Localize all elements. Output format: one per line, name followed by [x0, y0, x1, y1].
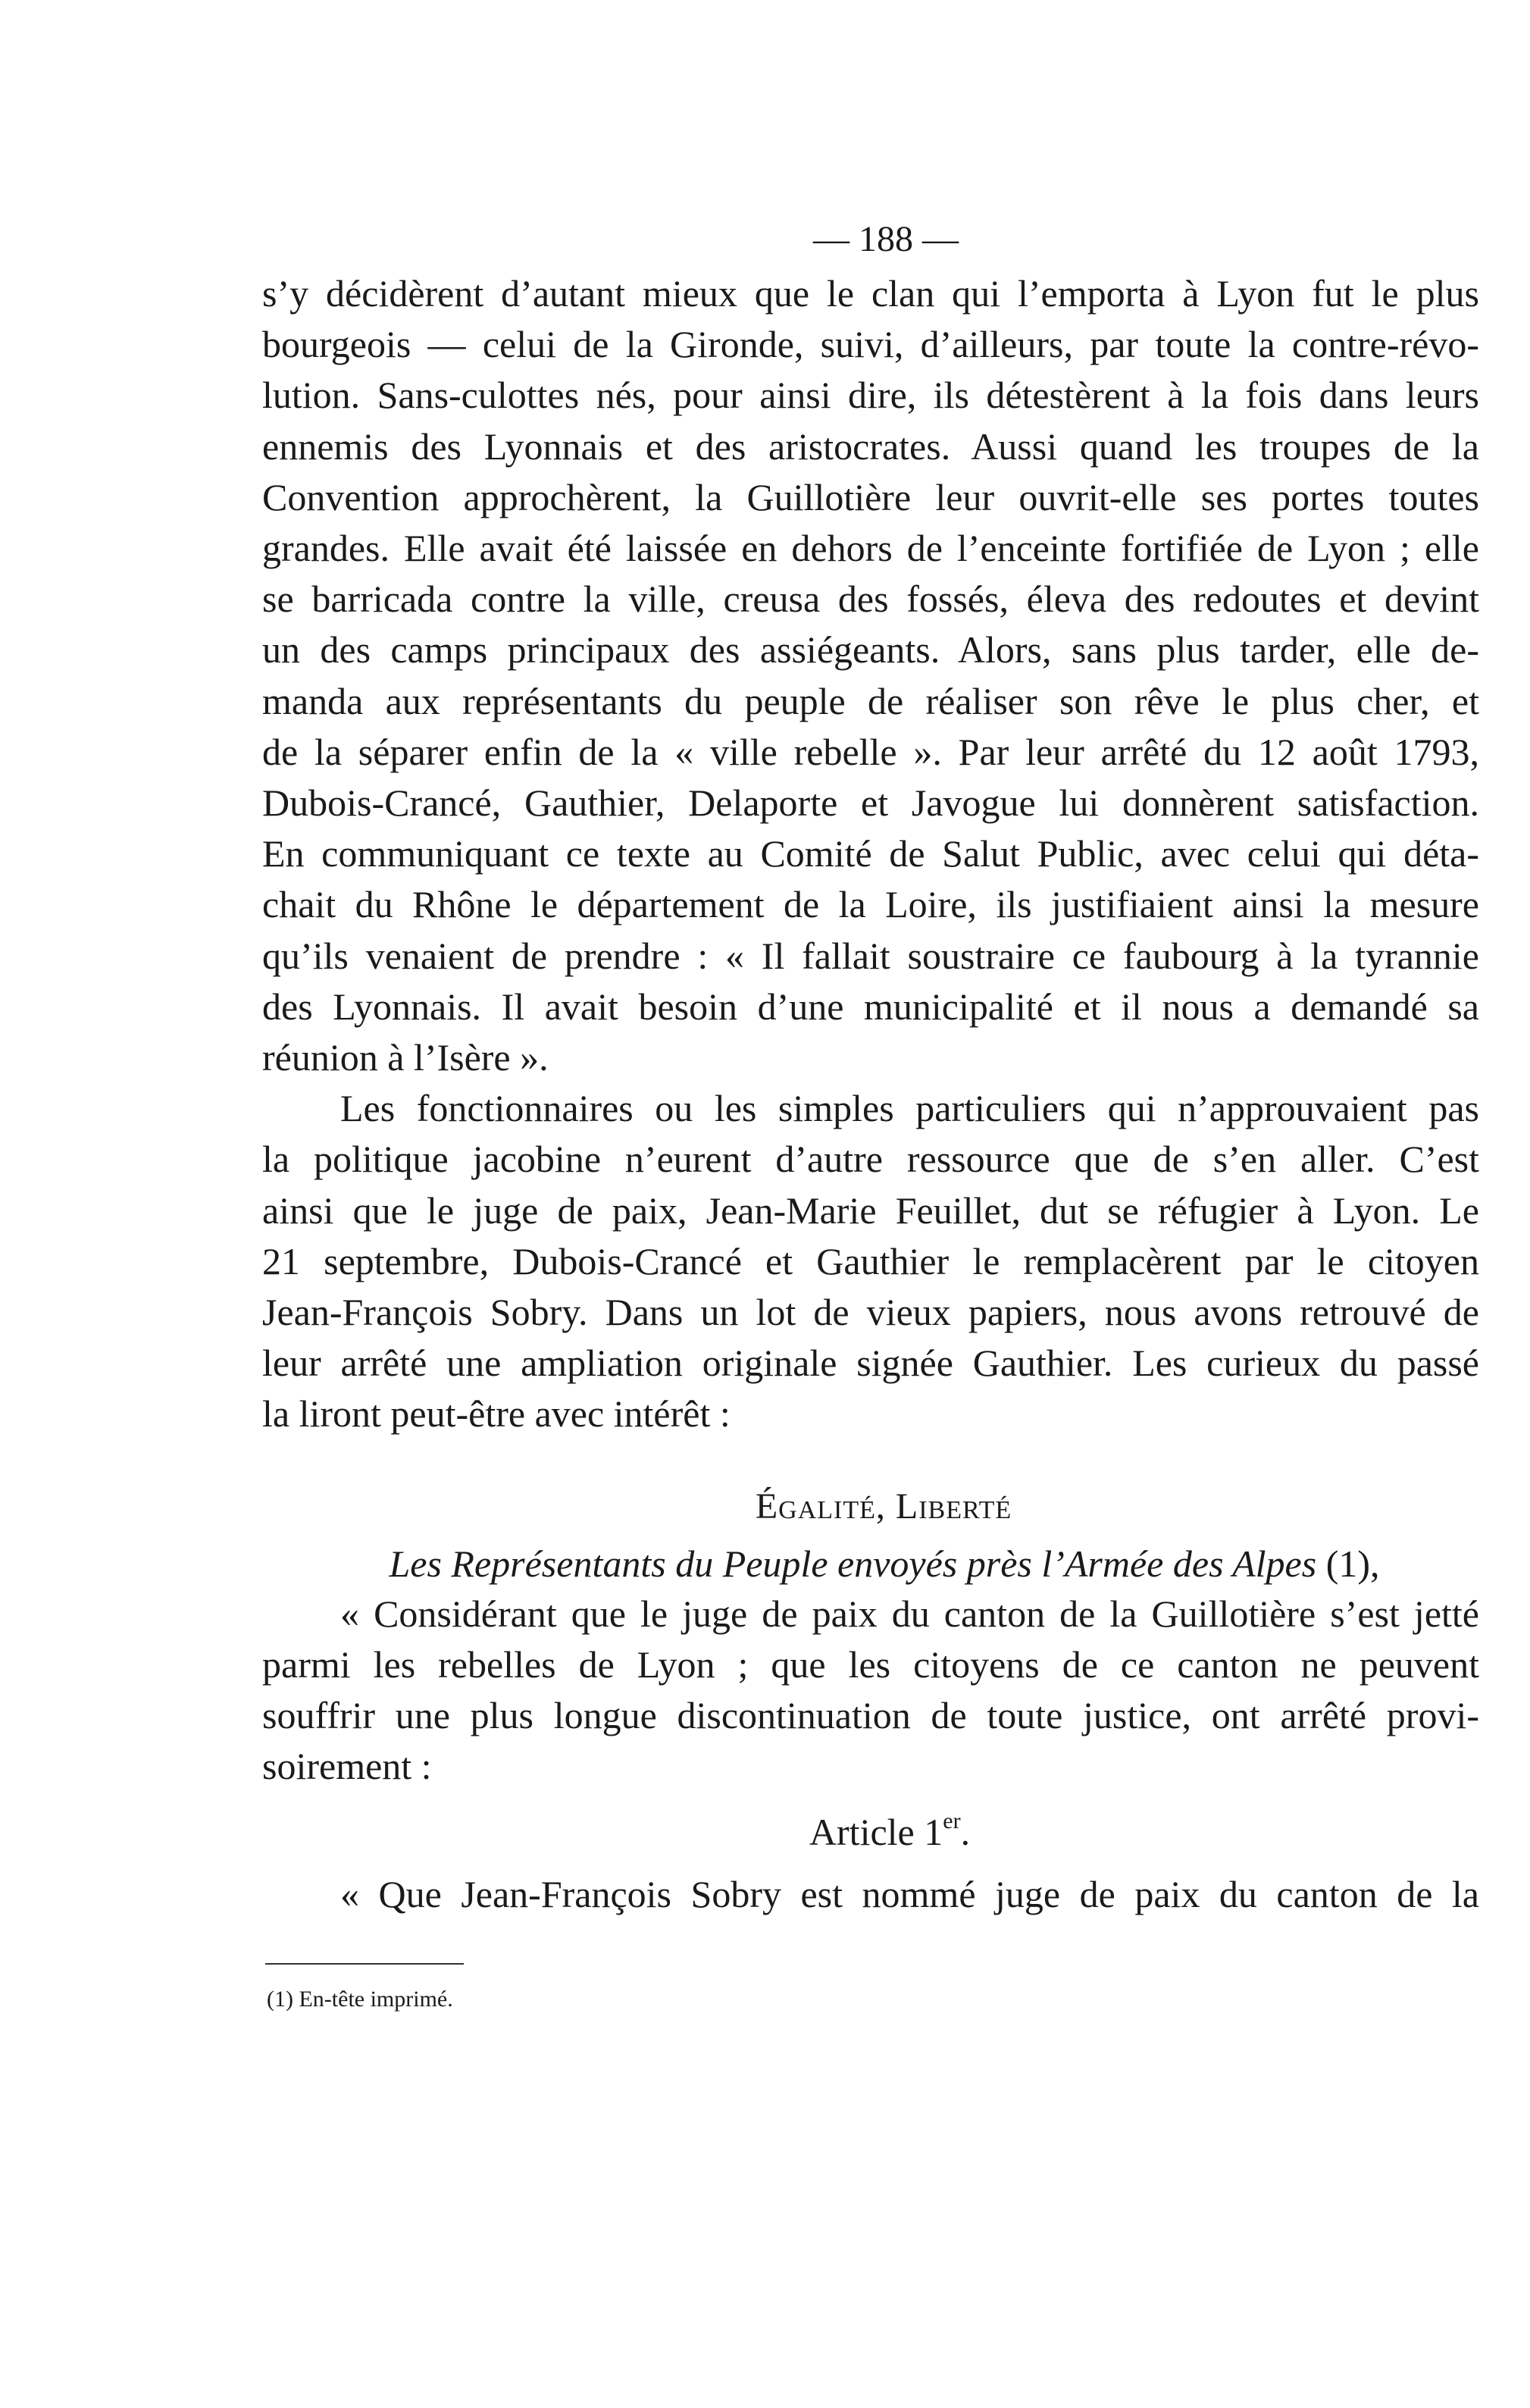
paragraph-2 [262, 1083, 1479, 1439]
text-line: leur arrêté une ampliation originale signée Gauthier. Les curieux du passé [262, 1342, 1479, 1385]
article-heading [262, 1807, 1479, 1857]
text-line: Convention approchèrent, la Guillotière leur ouvrit-elle ses portes toutes [262, 475, 1479, 518]
footnote: (1) En-tête imprimé. [267, 1986, 453, 2012]
text-line: soirement : [262, 1745, 432, 1788]
text-line: 21 septembre, Dubois-Crancé et Gauthier le remplacèrent par le citoyen [262, 1239, 1479, 1282]
paragraph-3 [262, 1589, 1479, 1793]
subheading-italic-text: Les Représentants du Peuple envoyés près l’Armée des Alpes [389, 1542, 1317, 1585]
text-line: grandes. Elle avait été laissée en dehors de l’enceinte fortifiée de Lyon ; elle [262, 527, 1479, 570]
text-line: « Considérant que le juge de paix du canton de la Guillotière s’est jetté [340, 1592, 1479, 1635]
article-superscript: er [943, 1808, 961, 1834]
paragraph-1 [262, 268, 1479, 1083]
text-line: lution. Sans-culottes nés, pour ainsi dire, ils détestèrent à la fois dans leurs [262, 374, 1479, 417]
text-line: Dubois-Crancé, Gauthier, Delaporte et Javogue lui donnèrent satisfaction. [262, 781, 1479, 825]
text-line: qu’ils venaient de prendre : « Il fallait soustraire ce faubourg à la tyrannie [262, 934, 1479, 977]
text-line: souffrir une plus longue discontinuation de toute justice, ont arrêté provi- [262, 1694, 1479, 1737]
section-heading: Égalité, Liberté [755, 1486, 1012, 1527]
decree-subheading [262, 1539, 1479, 1589]
paragraph-4 [262, 1869, 1479, 1920]
text-line: chait du Rhône le département de la Loire, ils justifiaient ainsi la mesure [262, 883, 1479, 926]
text-line: « Que Jean-François Sobry est nommé juge de paix du canton de la [340, 1873, 1479, 1916]
text-line: manda aux représentants du peuple de réaliser son rêve le plus cher, et [262, 679, 1479, 722]
text-line: ainsi que le juge de paix, Jean-Marie Feuillet, dut se réfugier à Lyon. Le [262, 1188, 1479, 1232]
text-line: un des camps principaux des assiégeants. Alors, sans plus tarder, elle de- [262, 628, 1479, 672]
article-label: Article 1 [809, 1811, 943, 1854]
text-line: la politique jacobine n’eurent d’autre ressource que de s’en aller. C’est [262, 1138, 1479, 1181]
page-number: — 188 — [813, 219, 959, 259]
footnote-divider [265, 1963, 464, 1965]
text-line: Les fonctionnaires ou les simples particuliers qui n’approuvaient pas [340, 1087, 1479, 1130]
text-line: se barricada contre la ville, creusa des fossés, éleva des redoutes et devint [262, 578, 1479, 621]
text-line: En communiquant ce texte au Comité de Salut Public, avec celui qui déta- [262, 832, 1479, 875]
text-line: ennemis des Lyonnais et des aristocrates. Aussi quand les troupes de la [262, 424, 1479, 468]
text-line: de la séparer enfin de la « ville rebelle ». Par leur arrêté du 12 août 1793, [262, 730, 1479, 773]
document-page [262, 217, 1479, 2015]
text-line: Jean-François Sobry. Dans un lot de vieux papiers, nous avons retrouvé de [262, 1291, 1479, 1334]
text-line: parmi les rebelles de Lyon ; que les citoyens de ce canton ne peuvent [262, 1642, 1479, 1686]
text-line: s’y décidèrent d’autant mieux que le clan qui l’emporta à Lyon fut le plus [262, 272, 1479, 315]
article-suffix: . [960, 1811, 971, 1854]
text-line: des Lyonnais. Il avait besoin d’une municipalité et il nous a demandé sa [262, 985, 1479, 1028]
text-line: bourgeois — celui de la Gironde, suivi, d’ailleurs, par toute la contre-révo- [262, 323, 1479, 366]
footnote-reference: (1), [1316, 1542, 1380, 1585]
text-line: la liront peut-être avec intérêt : [262, 1392, 731, 1436]
text-line: réunion à l’Isère ». [262, 1036, 549, 1079]
